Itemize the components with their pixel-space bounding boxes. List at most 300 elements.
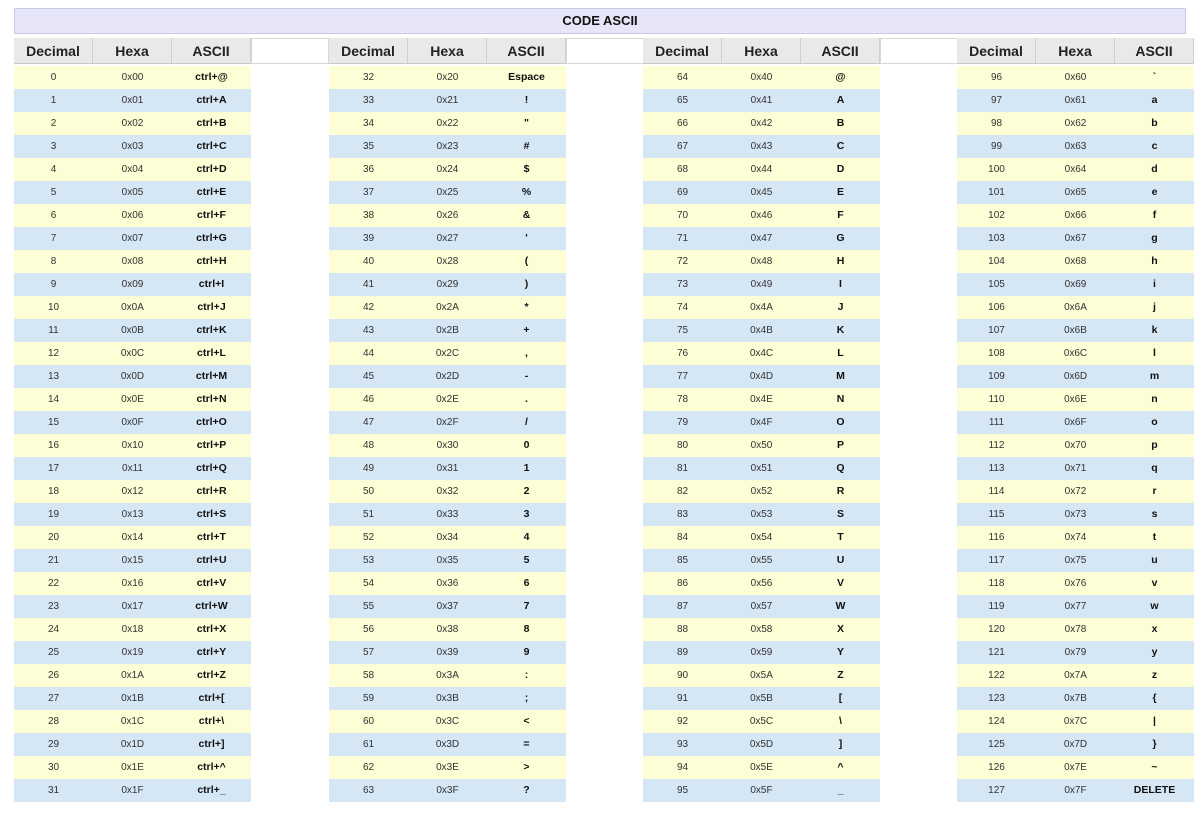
cell-hexa: 0x49 bbox=[722, 273, 801, 296]
cell-decimal: 67 bbox=[643, 135, 722, 158]
cell-hexa: 0x06 bbox=[93, 204, 172, 227]
cell-hexa: 0x6B bbox=[1036, 319, 1115, 342]
cell-hexa: 0x5C bbox=[722, 710, 801, 733]
cell-hexa: 0x7B bbox=[1036, 687, 1115, 710]
cell-hexa: 0x44 bbox=[722, 158, 801, 181]
cell-decimal: 39 bbox=[329, 227, 408, 250]
cell-decimal: 80 bbox=[643, 434, 722, 457]
cell-hexa: 0x59 bbox=[722, 641, 801, 664]
cell-decimal: 66 bbox=[643, 112, 722, 135]
cell-decimal: 115 bbox=[957, 503, 1036, 526]
cell-decimal: 73 bbox=[643, 273, 722, 296]
header-decimal-1: Decimal bbox=[14, 38, 93, 64]
cell-ascii: ctrl+T bbox=[172, 526, 251, 549]
cell-ascii: N bbox=[801, 388, 880, 411]
cell-decimal: 57 bbox=[329, 641, 408, 664]
cell-hexa: 0x66 bbox=[1036, 204, 1115, 227]
cell-decimal: 48 bbox=[329, 434, 408, 457]
cell-hexa: 0x7C bbox=[1036, 710, 1115, 733]
cell-decimal: 79 bbox=[643, 411, 722, 434]
cell-decimal: 112 bbox=[957, 434, 1036, 457]
cell-ascii: ^ bbox=[801, 756, 880, 779]
cell-hexa: 0x5E bbox=[722, 756, 801, 779]
cell-ascii: 0 bbox=[487, 434, 566, 457]
cell-hexa: 0x78 bbox=[1036, 618, 1115, 641]
header-decimal-3: Decimal bbox=[643, 38, 722, 64]
cell-decimal: 107 bbox=[957, 319, 1036, 342]
cell-decimal: 18 bbox=[14, 480, 93, 503]
cell-hexa: 0x6E bbox=[1036, 388, 1115, 411]
cell-decimal: 40 bbox=[329, 250, 408, 273]
cell-decimal: 122 bbox=[957, 664, 1036, 687]
cell-decimal: 100 bbox=[957, 158, 1036, 181]
cell-decimal: 2 bbox=[14, 112, 93, 135]
cell-hexa: 0x61 bbox=[1036, 89, 1115, 112]
cell-ascii: ctrl+I bbox=[172, 273, 251, 296]
header-hexa-1: Hexa bbox=[93, 38, 172, 64]
cell-hexa: 0x32 bbox=[408, 480, 487, 503]
cell-ascii: z bbox=[1115, 664, 1194, 687]
cell-decimal: 92 bbox=[643, 710, 722, 733]
cell-decimal: 45 bbox=[329, 365, 408, 388]
header-spacer bbox=[251, 38, 329, 64]
cell-decimal: 41 bbox=[329, 273, 408, 296]
cell-ascii: ctrl+] bbox=[172, 733, 251, 756]
cell-decimal: 70 bbox=[643, 204, 722, 227]
cell-hexa: 0x69 bbox=[1036, 273, 1115, 296]
cell-hexa: 0x0D bbox=[93, 365, 172, 388]
cell-decimal: 43 bbox=[329, 319, 408, 342]
cell-hexa: 0x60 bbox=[1036, 66, 1115, 89]
cell-hexa: 0x3A bbox=[408, 664, 487, 687]
cell-ascii: ctrl+K bbox=[172, 319, 251, 342]
cell-hexa: 0x4A bbox=[722, 296, 801, 319]
cell-ascii: ctrl+V bbox=[172, 572, 251, 595]
cell-ascii: 2 bbox=[487, 480, 566, 503]
cell-decimal: 68 bbox=[643, 158, 722, 181]
cell-decimal: 6 bbox=[14, 204, 93, 227]
cell-ascii: u bbox=[1115, 549, 1194, 572]
cell-hexa: 0x7E bbox=[1036, 756, 1115, 779]
header-decimal-2: Decimal bbox=[329, 38, 408, 64]
cell-hexa: 0x70 bbox=[1036, 434, 1115, 457]
cell-decimal: 124 bbox=[957, 710, 1036, 733]
cell-hexa: 0x16 bbox=[93, 572, 172, 595]
cell-decimal: 97 bbox=[957, 89, 1036, 112]
cell-hexa: 0x26 bbox=[408, 204, 487, 227]
cell-hexa: 0x1C bbox=[93, 710, 172, 733]
cell-ascii: ctrl+L bbox=[172, 342, 251, 365]
cell-decimal: 106 bbox=[957, 296, 1036, 319]
cell-decimal: 127 bbox=[957, 779, 1036, 802]
cell-ascii: K bbox=[801, 319, 880, 342]
cell-ascii: r bbox=[1115, 480, 1194, 503]
cell-hexa: 0x38 bbox=[408, 618, 487, 641]
cell-hexa: 0x27 bbox=[408, 227, 487, 250]
cell-hexa: 0x4B bbox=[722, 319, 801, 342]
cell-ascii: ctrl+Y bbox=[172, 641, 251, 664]
cell-decimal: 88 bbox=[643, 618, 722, 641]
cell-ascii: ctrl+C bbox=[172, 135, 251, 158]
cell-hexa: 0x09 bbox=[93, 273, 172, 296]
cell-hexa: 0x0A bbox=[93, 296, 172, 319]
cell-hexa: 0x50 bbox=[722, 434, 801, 457]
cell-decimal: 5 bbox=[14, 181, 93, 204]
cell-hexa: 0x21 bbox=[408, 89, 487, 112]
cell-decimal: 121 bbox=[957, 641, 1036, 664]
cell-hexa: 0x15 bbox=[93, 549, 172, 572]
cell-decimal: 29 bbox=[14, 733, 93, 756]
cell-decimal: 25 bbox=[14, 641, 93, 664]
cell-decimal: 22 bbox=[14, 572, 93, 595]
cell-decimal: 82 bbox=[643, 480, 722, 503]
cell-hexa: 0x51 bbox=[722, 457, 801, 480]
cell-decimal: 7 bbox=[14, 227, 93, 250]
cell-ascii: w bbox=[1115, 595, 1194, 618]
cell-hexa: 0x2C bbox=[408, 342, 487, 365]
cell-decimal: 26 bbox=[14, 664, 93, 687]
cell-ascii: } bbox=[1115, 733, 1194, 756]
cell-decimal: 71 bbox=[643, 227, 722, 250]
cell-hexa: 0x4D bbox=[722, 365, 801, 388]
cell-hexa: 0x52 bbox=[722, 480, 801, 503]
cell-ascii: ctrl+O bbox=[172, 411, 251, 434]
cell-hexa: 0x71 bbox=[1036, 457, 1115, 480]
cell-ascii: 7 bbox=[487, 595, 566, 618]
cell-hexa: 0x5B bbox=[722, 687, 801, 710]
cell-hexa: 0x74 bbox=[1036, 526, 1115, 549]
cell-ascii: ctrl+U bbox=[172, 549, 251, 572]
cell-ascii: Y bbox=[801, 641, 880, 664]
cell-ascii: 8 bbox=[487, 618, 566, 641]
cell-decimal: 30 bbox=[14, 756, 93, 779]
cell-ascii: q bbox=[1115, 457, 1194, 480]
cell-decimal: 84 bbox=[643, 526, 722, 549]
cell-decimal: 101 bbox=[957, 181, 1036, 204]
cell-hexa: 0x2F bbox=[408, 411, 487, 434]
cell-ascii: " bbox=[487, 112, 566, 135]
cell-decimal: 118 bbox=[957, 572, 1036, 595]
cell-ascii: ctrl+P bbox=[172, 434, 251, 457]
cell-hexa: 0x45 bbox=[722, 181, 801, 204]
cell-hexa: 0x2A bbox=[408, 296, 487, 319]
cell-ascii: ; bbox=[487, 687, 566, 710]
cell-hexa: 0x54 bbox=[722, 526, 801, 549]
cell-decimal: 96 bbox=[957, 66, 1036, 89]
cell-ascii: ctrl+G bbox=[172, 227, 251, 250]
cell-ascii: s bbox=[1115, 503, 1194, 526]
cell-decimal: 105 bbox=[957, 273, 1036, 296]
cell-decimal: 78 bbox=[643, 388, 722, 411]
cell-ascii: ctrl+B bbox=[172, 112, 251, 135]
cell-hexa: 0x7D bbox=[1036, 733, 1115, 756]
cell-ascii: ctrl+S bbox=[172, 503, 251, 526]
cell-ascii: * bbox=[487, 296, 566, 319]
cell-decimal: 98 bbox=[957, 112, 1036, 135]
cell-hexa: 0x53 bbox=[722, 503, 801, 526]
cell-ascii: ctrl+H bbox=[172, 250, 251, 273]
cell-decimal: 10 bbox=[14, 296, 93, 319]
cell-hexa: 0x10 bbox=[93, 434, 172, 457]
cell-hexa: 0x23 bbox=[408, 135, 487, 158]
cell-ascii: ctrl+@ bbox=[172, 66, 251, 89]
cell-ascii: ctrl+N bbox=[172, 388, 251, 411]
cell-hexa: 0x34 bbox=[408, 526, 487, 549]
cell-hexa: 0x40 bbox=[722, 66, 801, 89]
cell-ascii: h bbox=[1115, 250, 1194, 273]
cell-ascii: ctrl+E bbox=[172, 181, 251, 204]
cell-decimal: 65 bbox=[643, 89, 722, 112]
cell-ascii: ( bbox=[487, 250, 566, 273]
cell-hexa: 0x2B bbox=[408, 319, 487, 342]
cell-ascii: # bbox=[487, 135, 566, 158]
cell-decimal: 3 bbox=[14, 135, 93, 158]
cell-hexa: 0x24 bbox=[408, 158, 487, 181]
cell-ascii: f bbox=[1115, 204, 1194, 227]
cell-decimal: 15 bbox=[14, 411, 93, 434]
cell-ascii: n bbox=[1115, 388, 1194, 411]
cell-decimal: 35 bbox=[329, 135, 408, 158]
cell-ascii: a bbox=[1115, 89, 1194, 112]
cell-decimal: 38 bbox=[329, 204, 408, 227]
cell-hexa: 0x05 bbox=[93, 181, 172, 204]
cell-decimal: 1 bbox=[14, 89, 93, 112]
cell-ascii: B bbox=[801, 112, 880, 135]
cell-hexa: 0x7A bbox=[1036, 664, 1115, 687]
cell-hexa: 0x43 bbox=[722, 135, 801, 158]
cell-hexa: 0x0C bbox=[93, 342, 172, 365]
cell-decimal: 85 bbox=[643, 549, 722, 572]
cell-hexa: 0x36 bbox=[408, 572, 487, 595]
cell-ascii: P bbox=[801, 434, 880, 457]
cell-decimal: 69 bbox=[643, 181, 722, 204]
cell-hexa: 0x41 bbox=[722, 89, 801, 112]
header-ascii-1: ASCII bbox=[172, 38, 251, 64]
cell-hexa: 0x12 bbox=[93, 480, 172, 503]
cell-decimal: 63 bbox=[329, 779, 408, 802]
cell-ascii: DELETE bbox=[1115, 779, 1194, 802]
cell-ascii: [ bbox=[801, 687, 880, 710]
cell-hexa: 0x08 bbox=[93, 250, 172, 273]
cell-ascii: Q bbox=[801, 457, 880, 480]
cell-ascii: | bbox=[1115, 710, 1194, 733]
cell-decimal: 36 bbox=[329, 158, 408, 181]
cell-ascii: c bbox=[1115, 135, 1194, 158]
cell-ascii: - bbox=[487, 365, 566, 388]
cell-decimal: 76 bbox=[643, 342, 722, 365]
cell-ascii: ctrl+R bbox=[172, 480, 251, 503]
cell-hexa: 0x42 bbox=[722, 112, 801, 135]
cell-hexa: 0x6C bbox=[1036, 342, 1115, 365]
header-ascii-4: ASCII bbox=[1115, 38, 1194, 64]
cell-ascii: G bbox=[801, 227, 880, 250]
cell-hexa: 0x18 bbox=[93, 618, 172, 641]
cell-decimal: 34 bbox=[329, 112, 408, 135]
cell-hexa: 0x76 bbox=[1036, 572, 1115, 595]
cell-decimal: 20 bbox=[14, 526, 93, 549]
table-title: CODE ASCII bbox=[14, 8, 1186, 34]
cell-ascii: m bbox=[1115, 365, 1194, 388]
cell-ascii: ` bbox=[1115, 66, 1194, 89]
cell-ascii: ctrl+X bbox=[172, 618, 251, 641]
cell-ascii: S bbox=[801, 503, 880, 526]
cell-hexa: 0x3D bbox=[408, 733, 487, 756]
cell-decimal: 21 bbox=[14, 549, 93, 572]
cell-ascii: < bbox=[487, 710, 566, 733]
cell-ascii: > bbox=[487, 756, 566, 779]
cell-hexa: 0x1B bbox=[93, 687, 172, 710]
cell-hexa: 0x1D bbox=[93, 733, 172, 756]
cell-decimal: 11 bbox=[14, 319, 93, 342]
cell-hexa: 0x75 bbox=[1036, 549, 1115, 572]
cell-ascii: ~ bbox=[1115, 756, 1194, 779]
cell-hexa: 0x79 bbox=[1036, 641, 1115, 664]
cell-hexa: 0x35 bbox=[408, 549, 487, 572]
cell-decimal: 61 bbox=[329, 733, 408, 756]
cell-hexa: 0x63 bbox=[1036, 135, 1115, 158]
cell-hexa: 0x4C bbox=[722, 342, 801, 365]
cell-ascii: , bbox=[487, 342, 566, 365]
cell-ascii: ! bbox=[487, 89, 566, 112]
cell-decimal: 77 bbox=[643, 365, 722, 388]
cell-decimal: 8 bbox=[14, 250, 93, 273]
cell-hexa: 0x0F bbox=[93, 411, 172, 434]
cell-ascii: C bbox=[801, 135, 880, 158]
cell-ascii: i bbox=[1115, 273, 1194, 296]
cell-decimal: 58 bbox=[329, 664, 408, 687]
cell-decimal: 93 bbox=[643, 733, 722, 756]
cell-ascii: y bbox=[1115, 641, 1194, 664]
cell-hexa: 0x62 bbox=[1036, 112, 1115, 135]
cell-hexa: 0x1F bbox=[93, 779, 172, 802]
cell-decimal: 95 bbox=[643, 779, 722, 802]
cell-ascii: ] bbox=[801, 733, 880, 756]
cell-hexa: 0x47 bbox=[722, 227, 801, 250]
cell-ascii: ctrl+A bbox=[172, 89, 251, 112]
cell-hexa: 0x2D bbox=[408, 365, 487, 388]
cell-decimal: 49 bbox=[329, 457, 408, 480]
cell-decimal: 108 bbox=[957, 342, 1036, 365]
cell-ascii: R bbox=[801, 480, 880, 503]
cell-ascii: ? bbox=[487, 779, 566, 802]
cell-decimal: 91 bbox=[643, 687, 722, 710]
cell-decimal: 72 bbox=[643, 250, 722, 273]
header-ascii-2: ASCII bbox=[487, 38, 566, 64]
cell-ascii: ctrl+^ bbox=[172, 756, 251, 779]
cell-hexa: 0x03 bbox=[93, 135, 172, 158]
cell-hexa: 0x20 bbox=[408, 66, 487, 89]
cell-decimal: 114 bbox=[957, 480, 1036, 503]
cell-decimal: 33 bbox=[329, 89, 408, 112]
cell-hexa: 0x33 bbox=[408, 503, 487, 526]
cell-decimal: 14 bbox=[14, 388, 93, 411]
cell-hexa: 0x67 bbox=[1036, 227, 1115, 250]
cell-decimal: 54 bbox=[329, 572, 408, 595]
cell-decimal: 113 bbox=[957, 457, 1036, 480]
cell-decimal: 19 bbox=[14, 503, 93, 526]
cell-decimal: 46 bbox=[329, 388, 408, 411]
cell-decimal: 126 bbox=[957, 756, 1036, 779]
cell-hexa: 0x37 bbox=[408, 595, 487, 618]
cell-hexa: 0x00 bbox=[93, 66, 172, 89]
header-spacer bbox=[566, 38, 644, 64]
cell-hexa: 0x57 bbox=[722, 595, 801, 618]
cell-hexa: 0x30 bbox=[408, 434, 487, 457]
cell-ascii: ' bbox=[487, 227, 566, 250]
cell-ascii: J bbox=[801, 296, 880, 319]
cell-hexa: 0x46 bbox=[722, 204, 801, 227]
cell-decimal: 104 bbox=[957, 250, 1036, 273]
cell-ascii: x bbox=[1115, 618, 1194, 641]
cell-decimal: 37 bbox=[329, 181, 408, 204]
cell-ascii: ctrl+D bbox=[172, 158, 251, 181]
cell-ascii: ) bbox=[487, 273, 566, 296]
cell-hexa: 0x5A bbox=[722, 664, 801, 687]
cell-ascii: ctrl+Q bbox=[172, 457, 251, 480]
cell-hexa: 0x11 bbox=[93, 457, 172, 480]
cell-ascii: o bbox=[1115, 411, 1194, 434]
cell-ascii: 9 bbox=[487, 641, 566, 664]
cell-hexa: 0x28 bbox=[408, 250, 487, 273]
cell-hexa: 0x5F bbox=[722, 779, 801, 802]
cell-hexa: 0x3E bbox=[408, 756, 487, 779]
cell-hexa: 0x14 bbox=[93, 526, 172, 549]
cell-decimal: 90 bbox=[643, 664, 722, 687]
cell-decimal: 64 bbox=[643, 66, 722, 89]
cell-decimal: 59 bbox=[329, 687, 408, 710]
cell-decimal: 99 bbox=[957, 135, 1036, 158]
cell-ascii: % bbox=[487, 181, 566, 204]
cell-hexa: 0x4E bbox=[722, 388, 801, 411]
cell-decimal: 125 bbox=[957, 733, 1036, 756]
cell-decimal: 12 bbox=[14, 342, 93, 365]
cell-decimal: 24 bbox=[14, 618, 93, 641]
cell-hexa: 0x64 bbox=[1036, 158, 1115, 181]
cell-hexa: 0x58 bbox=[722, 618, 801, 641]
cell-ascii: Z bbox=[801, 664, 880, 687]
cell-ascii: D bbox=[801, 158, 880, 181]
cell-decimal: 55 bbox=[329, 595, 408, 618]
cell-hexa: 0x55 bbox=[722, 549, 801, 572]
cell-hexa: 0x31 bbox=[408, 457, 487, 480]
cell-hexa: 0x39 bbox=[408, 641, 487, 664]
cell-decimal: 53 bbox=[329, 549, 408, 572]
cell-ascii: V bbox=[801, 572, 880, 595]
cell-ascii: : bbox=[487, 664, 566, 687]
cell-hexa: 0x56 bbox=[722, 572, 801, 595]
cell-hexa: 0x5D bbox=[722, 733, 801, 756]
cell-decimal: 119 bbox=[957, 595, 1036, 618]
cell-hexa: 0x07 bbox=[93, 227, 172, 250]
cell-ascii: 5 bbox=[487, 549, 566, 572]
cell-ascii: p bbox=[1115, 434, 1194, 457]
cell-ascii: L bbox=[801, 342, 880, 365]
header-hexa-3: Hexa bbox=[722, 38, 801, 64]
cell-hexa: 0x17 bbox=[93, 595, 172, 618]
cell-ascii: e bbox=[1115, 181, 1194, 204]
cell-decimal: 117 bbox=[957, 549, 1036, 572]
cell-decimal: 4 bbox=[14, 158, 93, 181]
cell-decimal: 110 bbox=[957, 388, 1036, 411]
cell-decimal: 51 bbox=[329, 503, 408, 526]
cell-decimal: 86 bbox=[643, 572, 722, 595]
cell-decimal: 0 bbox=[14, 66, 93, 89]
cell-decimal: 32 bbox=[329, 66, 408, 89]
cell-ascii: \ bbox=[801, 710, 880, 733]
cell-ascii: ctrl+Z bbox=[172, 664, 251, 687]
cell-decimal: 116 bbox=[957, 526, 1036, 549]
cell-hexa: 0x0B bbox=[93, 319, 172, 342]
